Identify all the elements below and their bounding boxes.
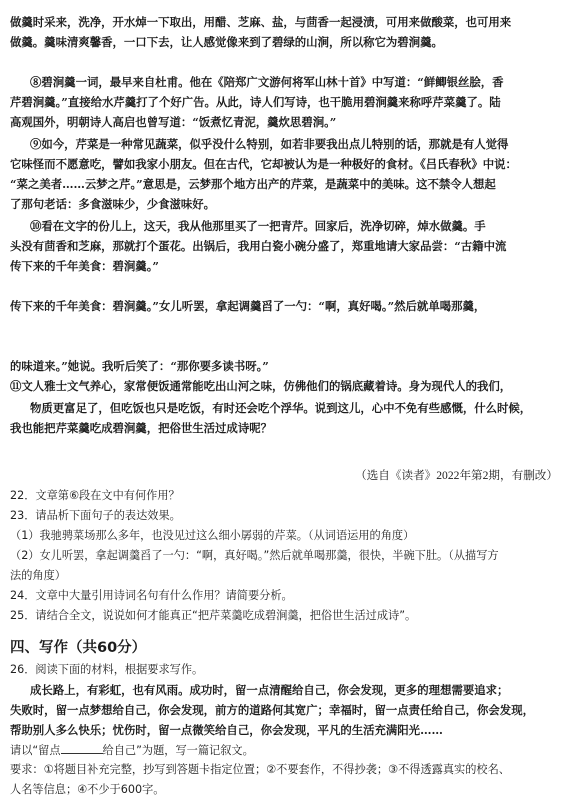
material-line: 失败时，留一点梦想给自己，你会发现，前方的道路何其宽广；幸福时，留一点责任给自己，你会发现，: [10, 703, 534, 717]
passage-line: [10, 318, 558, 334]
passage-line: ⑪文人雅士文气养心，家常便饭通常能吃出山河之味，仿佛他们的锅底藏着诗。身为现代人的我们，: [10, 379, 512, 393]
question-23-2-cont: 法的角度）: [10, 569, 66, 582]
passage-line: 做羹时采来，洗净，开水焯一下取出，用醋、芝麻、盐，与茴香一起浸渍，可用来做酸菜，也可用来: [10, 15, 512, 29]
passage-line: 做羹。羹味清爽馨香，一口下去，让人感觉像来到了碧绿的山涧，所以称它为碧涧羹。: [10, 35, 443, 49]
passage-line: 芹碧涧羹。”直接给水芹羹打了个好广告。从此，诗人们写诗，也干脆用碧涧羹来称呼芹菜羹了。陆: [10, 95, 501, 109]
question-23-2: （2）女儿听罢，拿起调羹舀了一勺：“啊，真好喝。”然后就单喝那羹，很快，半碗下肚。（从描写方: [10, 549, 499, 562]
question-23: 23．请品析下面句子的表达效果。: [10, 509, 181, 522]
passage-line: ⑨如今，芹菜是一种常见蔬菜，似乎没什么特别，如若非要我出点儿特别的话，那就是有人觉得: [30, 137, 509, 151]
passage-line: 头没有茴香和芝麻，那就打个蛋花。出锅后，我用白瓷小碗分盛了，郑重地请大家品尝：“古籍中流: [10, 239, 507, 253]
material-line: 帮助别人多么快乐；忧伤时，留一点微笑给自己，你会发现，平凡的生活充满阳光……: [10, 723, 443, 737]
requirements: 人名等信息；④不少于600字。: [10, 783, 165, 796]
title-instruction: 请以“留点 给自己”为题，写一篇记叙文。: [10, 744, 254, 757]
passage-line: 的味道来。”她说。我听后笑了：“那你要多读书呀。”: [10, 359, 269, 373]
passage-line: ⑩看在文字的份儿上，这天，我从他那里买了一把青芹。回家后，洗净切碎，焯水做羹。手: [30, 219, 486, 233]
passage-line: “菜之美者……云梦之芹。”意思是，云梦那个地方出产的芹菜，是蔬菜中的美味。这不禁令人想起: [10, 177, 496, 191]
question-26: 26．阅读下面的材料，根据要求写作。: [10, 663, 204, 676]
passage-line: 了那句老话：多食滋味少，少食滋味好。: [10, 197, 216, 211]
title-blank: [61, 742, 103, 754]
requirements: 要求：①将题目补充完整，抄写到答题卡指定位置；②不要套作，不得抄袭；③不得透露真实的校名、: [10, 763, 510, 776]
passage-line: 我也能把芹菜羹吃成碧涧羹，把俗世生活过成诗呢？: [10, 421, 272, 435]
passage-line: [10, 440, 558, 456]
question-24: 24．文章中大量引用诗词名句有什么作用？请简要分析。: [10, 589, 293, 602]
passage-line: 传下来的千年美食：碧涧羹。”女儿听罢，拿起调羹舀了一勺：“啊，真好喝。”然后就单喝那羹，: [10, 299, 486, 313]
question-23-1: （1）我驰骋菜场那么多年，也没见过这么细小孱弱的芹菜。（从词语运用的角度）: [10, 529, 415, 542]
source-citation: （选自《读者》2022年第2期，有删改）: [355, 469, 558, 482]
passage-line: [10, 338, 558, 354]
passage-line: 传下来的千年美食：碧涧羹。”: [10, 259, 159, 273]
section-heading: 四、写作（共60分）: [10, 640, 147, 656]
question-25: 25．请结合全文，说说如何才能真正“把芹菜羹吃成碧涧羹，把俗世生活过成诗”。: [10, 609, 417, 622]
passage-line: [30, 278, 558, 294]
material-line: 成长路上，有彩虹，也有风雨。成功时，留一点清醒给自己，你会发现，更多的理想需要追求；: [30, 683, 509, 697]
passage-line: [10, 54, 558, 70]
passage-line: 高观国外，明朝诗人高启也曾写道：“饭煮忆青泥，羹炊思碧涧。”: [10, 115, 337, 129]
question-22: 22．文章第⑥段在文中有何作用？: [10, 489, 180, 502]
passage-line: ⑧碧涧羹一词，最早来自杜甫。他在《陪郑广文游何将军山林十首》中写道：“鲜鲫银丝脍，香: [30, 75, 504, 89]
passage-line: 物质更富足了，但吃饭也只是吃饭，有时还会吃个浮华。说到这儿，心中不免有些感慨，什么时候，: [30, 401, 532, 415]
passage-line: 它味怪而不愿意吃，譬如我家小朋友。但在古代，它却被认为是一种极好的食材。《吕氏春秋》中说：: [10, 157, 517, 171]
